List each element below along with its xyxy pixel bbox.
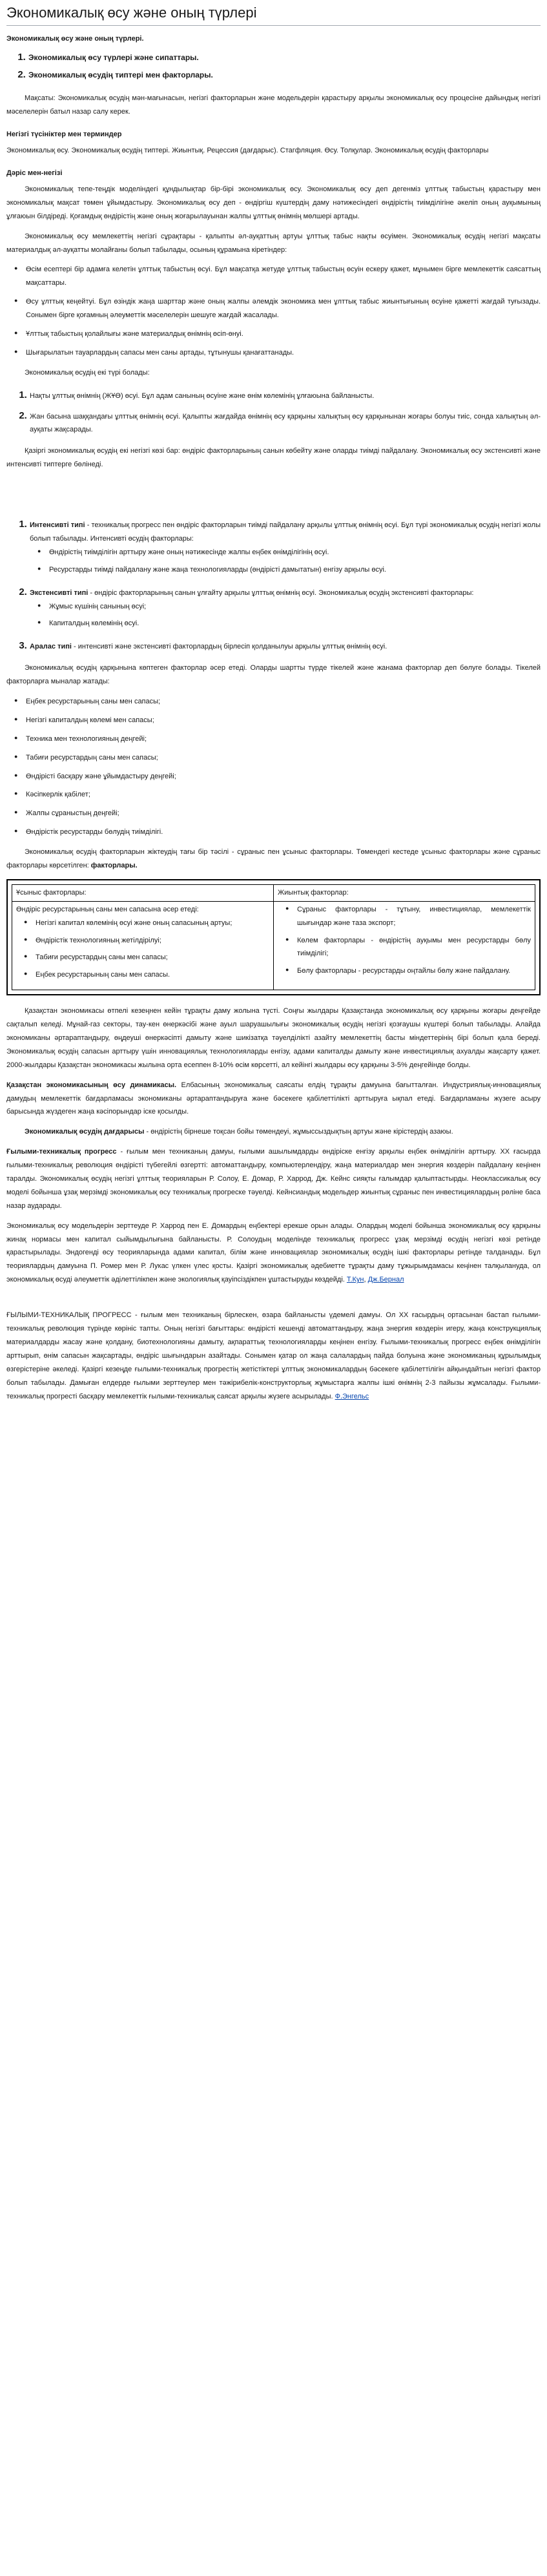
cell-intro: Өндіріс ресурстарының саны мен сапасына әсер етеді: [16,905,199,913]
list-item: ● Өндірістің тиімділігін арттыру және оның нәтижесінде жалпы еңбек өнімділігінің өсуі. [49,546,541,559]
term-intensive: Интенсивті типі [30,521,85,530]
spacer [6,478,541,515]
list-item: 1. Нақты ұлттық өнімнің (ЖҰӨ) өсуі. Бұл адам санының өсуіне және өнім көлемінің ұлғаюына байланысты. [30,386,541,403]
list-item: ● Жалпы сұраныстың деңгейі; [26,807,541,820]
section-heading: Негізгі түсініктер мен терминдер [6,130,122,139]
body-paragraph: Экономикалық тепе-теңдік моделіндегі құндылықтар бір-бірі экономикалық өсу. Экономикалық өсу деп дегенміз ұлттық табыстың қарастыру мен экономикалық мақсат төмен ұйымдастыру. Экономикалық өсу деп - өндіргіш күштердің даму нәтижесіндегі өндірістің тиімділігіне әкеліп оның ауқымының ұлғаюын білдіреді. Қоғамдық өндірістің және оның жоғарылауынан жалпы ұлттық өнімнің мөлшері артады. [6,185,541,220]
definition-text: - техникалық прогресс пен өндіріс факторларын тиімді пайдалану арқылы ұлттық өнімнің өсуі. Бұл түрі экономикалық өсудің негізгі жолы болып табылады. Интенсивті өсудің факторлары: [30,521,541,543]
body-paragraph [6,1079,541,1119]
table-row [12,901,535,990]
growth-types-list [6,386,541,437]
list-item: ● Сұраныс факторлары - тұтыну, инвестициялар, мемлекеттік шығындар және таза экспорт; [297,903,531,930]
body-paragraph [6,1309,541,1403]
table-of-contents [6,48,541,83]
list-item: ● Өсім есептері бір адамға келетін ұлттық табыстың өсуі. Бұл мақсатқа жетуде ұлттық табыстың өсуін ескеру қажет, мұнымен бірге мемлекеттік саясаттың мақсаттары. [26,263,541,290]
paragraph-text: - өндірістің бірнеше тоқсан бойы төмендеуі, жұмыссыздықтың артуы және кірістердің азаюы. [144,1128,453,1136]
bold-text: Қазақстан экономикасының өсу динамикасы. [6,1081,177,1089]
term-extensive: Экстенсивті типі [30,588,88,597]
intro-paragraph: Мақсаты: Экономикалық өсудің мән-мағынасын, негізгі факторларын және модельдерін қарастыру арқылы экономикалық өсу процесіне дайындық негізгі мәселелерін батыл назар салу керек. [6,94,541,116]
reference-link[interactable]: Т.Кун [346,1276,364,1284]
list-item: 2. Жан басына шаққандағы ұлттық өнімнің өсуі. Қалыпты жағдайда өнімнің өсу қарқыны халықтың өсу қарқынынан жоғары болуы тиіс, сонда халықтың әл-ауқаты жақсарады. [30,407,541,437]
list-item [30,583,541,631]
list-item: ● Кәсіпкерлік қабілет; [26,788,541,802]
list-item: ● Өндірістік технологияның жетілдірілуі; [36,934,269,948]
paragraph-text: Экономикалық өсудің факторларын жіктеудің тағы бір тәсілі - сұраныс пен ұсыныс факторлары. Төмендегі кестеде ұсыныс факторлары және сұраныс факторлары көрсетілген: [6,848,541,869]
list-item: ● Техника мен технологияның деңгейі; [26,732,541,746]
body-paragraph: Экономикалық өсудің екі түрі болады: [25,368,150,377]
list-item: ● Негізгі капитал көлемінің өсуі және оның сапасының артуы; [36,917,269,930]
supply-factors-list [16,917,269,982]
toc-caption: Экономикалық өсу және оның түрлері. [6,34,144,43]
list-item: ● Табиғи ресурстардың саны мен сапасы; [36,951,269,964]
paragraph-text: ҒЫЛЫМИ-ТЕХНИКАЛЫҚ ПРОГРЕСС - ғылым мен техниканың бірлескен, өзара байланысты үдемелі дамуы. Ол ХХ ғасырдың ортасынан бастап ғылыми-техникалық революция түрінде көрініс тапты. Оның негізгі бағыттары: өндірісті кешенді автоматтандыру, жаңа энергия көздерін игеру, жаңа конструкциялық материалдарды жасау және қолдану, биотехнологияны дамыту, ақпараттық технологияларды кеңінен енгізу. Ғылыми-техникалық прогресс еңбек өнімділігін арттырып, өнім сапасын жақсартады, өндіріс шығындарын азайтады. Сонымен қатар ол жаңа салалардың пайда болуына және экономиканың құрылымдық өзгерістеріне әкеледі. Қазіргі кезеңде ғылыми-техникалық прогрестің жетістіктері ұлттық экономикалардың бәсекеге қабілеттілігін айқындайтын негізгі фактор болып табылады. Дамыған елдерде ғылыми зерттеулер мен тәжірибелік-конструкторлық жұмыстарға жалпы ішкі өнімнің 2-3 пайызы жұмсалады. Ғылыми-техникалық прогресті басқару мемлекеттік ғылыми-техникалық саясат арқылы жүзеге асырылады. [6,1311,541,1400]
list-item: ● Өндірістік ресурстарды бөлудің тиімділігі. [26,826,541,839]
table-row [12,884,535,901]
list-item: ● Капиталдың көлемінің өсуі. [49,617,541,630]
body-paragraph: Экономикалық өсу модельдерін зерттеуде Р. Харрод пен Е. Домардың еңбектері ерекше орын алады. Олардың моделі бойынша экономикалық өсу қарқыны жинақ нормасы мен капитал сыйымдылығына байланысты. Р. Солоудың моделінде техникалық прогресс ұзақ мерзімді өсудің негізгі көзі ретінде қарастырылады. Эндогенді өсу теорияларында адами капитал, білім және инновациялар экономикалық өсудің ішкі факторлары ретінде талданады. Бұл теориялардың дамуына П. Ромер мен Р. Лукас үлкен үлес қосты. Қазіргі экономикалық әдебиетте тұрақты даму тұжырымдамасы кеңінен талқылануда, ол экономикалық өсуді әлеуметтік әділеттілікпен және экологиялық қауіпсіздікпен ұштастыруды көздейді. Т.Кун, Дж.Бернал [6,1221,541,1284]
body-paragraph: Қазіргі экономикалық өсудің екі негізгі көзі бар: өндіріс факторларының санын көбейту және оларды тиімді пайдалану. Экономикалық өсу экстенсивті және интенсивті типтерге бөлінеді. [6,447,541,469]
table-cell [12,901,274,990]
body-paragraph: Экономикалық өсудің қарқынына көптеген факторлар әсер етеді. Оларды шартты түрде тікелей және жанама факторлар деп бөлуге болады. Тікелей факторларға мыналар жатады: [6,664,541,686]
demand-factors-list [278,903,531,978]
paragraph-text: - ғылым мен техниканың дамуы, ғылыми ашылымдарды өндіріске енгізу арқылы еңбек өнімділігін арттыру. ХХ ғасырда ғылыми-техникалық революция өндірісті түбегейлі өзгертті: автоматтандыру, компьютерлендіру, жаңа материалдар мен энергия көздерін пайдалану кеңінен таралды. Экономикалық өсудің негізгі ұлттық теорияларын Р. Солоу, Е. Домар, Р. Харрод, Дж. Кейнс сияқты ғалымдар қалыптастырды. Неоклассикалық өсу моделі бойынша ұзақ мерзімді экономикалық өсу техникалық прогреске тәуелді. Кейнсиандық модельдер жиынтық сұраныс пен инвестициялардың рөліне баса назар аударады. [6,1148,541,1210]
list-item: ● Шығарылатын тауарлардың сапасы мен саны артады, тұтынушы қанағаттанады. [26,346,541,360]
list-item: ● Еңбек ресурстарының саны мен сапасы; [26,695,541,709]
list-item: ● Негізгі капиталдың көлемі мен сапасы; [26,714,541,727]
table-header-cell: Жиынтық факторлар: [274,884,535,901]
factors-table-frame [6,879,541,995]
paragraph-text: Елбасының экономикалық саясаты елдің тұрақты дамуына бағытталған. Индустриялық-инновациялық дамудың мемлекеттік бағдарламасы экономиканы әртараптандыруға және бәсекеге қабілеттілікті арттыруға ықпал етеді. Бағдарламаны жүзеге асыру барысында жүздеген жаңа кәсіпорындар іске қосылды. [6,1081,541,1116]
factors-table [12,884,535,990]
list-item: ● Бөлу факторлары - ресурстарды оңтайлы бөлу және пайдалану. [297,964,531,978]
list-item: ● Көлем факторлары - өндірістің ауқымы мен ресурстарды бөлу тиімділігі; [297,934,531,961]
body-paragraph: Экономикалық өсу мемлекеттің негізгі сұрақтары - қалыпты әл-ауқаттың артуы ұлттық табыс нақты өсуімен. Экономикалық өсудің негізгі мақсаты материалдық әл-ауқатты молайғаны болып табылады, осының құрамына кіретіндер: [6,232,541,254]
definition-text: - интенсивті және экстенсивті факторлардың бірлесіп қолданылуы арқылы ұлттық өнімнің өсуі. [71,643,387,651]
body-paragraph [6,846,541,873]
list-item: ● Ресурстарды тиімді пайдалану және жаңа технологияларды (өндірісті дамытатын) енгізу арқылы өсуі. [49,563,541,577]
body-paragraph [6,1125,541,1139]
table-cell [274,901,535,990]
goals-list [6,263,541,359]
list-item [30,515,541,577]
term-mixed: Аралас типі [30,643,72,651]
bold-text: факторлары. [90,862,138,869]
list-item: ● Еңбек ресурстарының саны мен сапасы. [36,968,269,982]
body-paragraph: Қазақстан экономикасы өтпелі кезеңнен кейін тұрақты даму жолына түсті. Соңғы жылдары Қазақстанда экономикалық өсу қарқыны жоғары деңгейде сақталып келеді. Мұнай-газ секторы, тау-кен өнеркәсібі және ауыл шаруашылығы экономикалық өсудің негізгі қозғаушы күштері болып табылады. Алайда экономиканы әртараптандыру, өңдеуші өнеркәсіпті дамыту және шикізатқа тәуелділікті азайту мемлекеттің басты міндеттерінің бірі болып қала береді. Экономикалық өсудің сапасын арттыру үшін инновациялық технологияларды енгізу, адами капиталды дамыту және инвестициялық ахуалды жақсарту қажет. 2000-жылдары Қазақстан экономикасы жылына орта есеппен 8-10% өсім көрсетті, ал кейінгі жылдары өсу қарқыны 3-5% деңгейінде болды. [6,1007,541,1069]
bold-text: Экономикалық өсудің дағдарысы [25,1128,145,1136]
list-item [30,637,541,654]
direct-factors-list [6,695,541,839]
table-header-cell: Ұсыныс факторлары: [12,884,274,901]
list-item: ● Жұмыс күшінің санының өсуі; [49,600,541,614]
toc-item[interactable]: 2. Экономикалық өсудің типтері мен факторлары. [28,65,541,83]
reference-link[interactable]: Ф.Энгельс [335,1392,369,1400]
list-item: ● Өндірісті басқару және ұйымдастыру деңгейі; [26,770,541,784]
document-page [0,4,547,1403]
list-item: ● Табиғи ресурстардың саны мен сапасы; [26,751,541,765]
list-item: ● Өсу ұлттық кеңейтуі. Бұл өзіндік жаңа шарттар және оның жалпы әлемдік экономика мен ұлттық табыс жиынтығының өсуіне қажетті жағдай туғызады. Сонымен бірге қоғамның әлеуметтік мәселелерін шешуге жағдай жасалады. [26,295,541,322]
intensive-factors-list [30,546,541,577]
toc-item[interactable]: 1. Экономикалық өсу түрлері және сипаттары. [28,48,541,65]
spacer [6,1293,541,1309]
page-title: Экономикалық өсу және оның түрлері [6,4,541,26]
definition-text: - өндіріс факторларының санын ұлғайту арқылы ұлттық өнімнің өсуі. Экономикалық өсудің экстенсивті факторлары: [88,588,474,597]
body-paragraph [6,1145,541,1212]
bold-text: Ғылыми-техникалық прогресс [6,1148,117,1156]
extensive-factors-list [30,600,541,631]
section-heading: Дәріс мен-негізі [6,169,63,178]
growth-type-definitions [6,515,541,654]
paragraph-text: Экономикалық өсу модельдерін зерттеуде Р. Харрод пен Е. Домардың еңбектері ерекше орын алады. Олардың моделі бойынша экономикалық өсу қарқыны жинақ нормасы мен капитал сыйымдылығына байланысты. Р. Солоудың моделінде техникалық прогресс ұзақ мерзімді өсудің негізгі көзі ретінде қарастырылады. Эндогенді өсу теорияларында адами капитал, білім және инновациялар экономикалық өсудің ішкі факторлары ретінде талданады. Бұл теориялардың дамуына П. Ромер мен Р. Лукас үлкен үлес қосты. Қазіргі экономикалық әдебиетте тұрақты даму тұжырымдамасы кеңінен талқылануда, ол экономикалық өсуді әлеуметтік әділеттілікпен және экологиялық қауіпсіздікпен ұштастыруды көздейді. [6,1221,541,1284]
terms-paragraph: Экономикалық өсу. Экономикалық өсудің типтері. Жиынтық. Рецессия (дағдарыс). Стагфляция. Өсу. Толқулар. Экономикалық өсудің факторлары [6,147,489,155]
reference-link[interactable]: Дж.Бернал [367,1276,404,1284]
list-item: ● Ұлттық табыстың қолайлығы және материалдық өнімнің өсіп-өнуі. [26,327,541,341]
